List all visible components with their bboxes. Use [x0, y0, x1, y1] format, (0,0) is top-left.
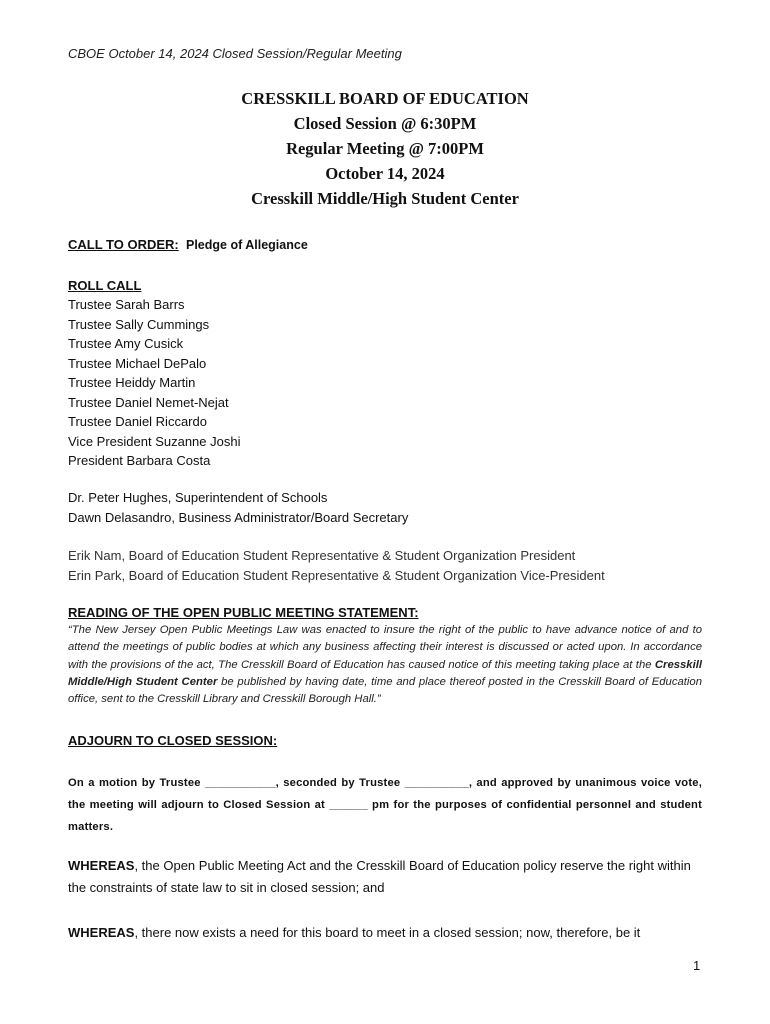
motion-paragraph: On a motion by Trustee ___________, seconded by Trustee __________, and approved by unanimous voice vote, the meeting will adjourn to Closed Session at ______ pm for the purposes of confidential personnel and student matters. [68, 777, 702, 833]
opma-text-after: be published by having date, time and place thereof posted in the Cresskill Board of Education office, sent to the Cresskill Library and Cresskill Borough Hall.” [68, 675, 702, 706]
student-representative-line: Erik Nam, Board of Education Student Representative & Student Organization President [68, 548, 576, 563]
closed-session-time: Closed Session @ 6:30PM [293, 114, 477, 133]
roll-call-member: Vice President Suzanne Joshi [68, 433, 241, 449]
board-name: CRESSKILL BOARD OF EDUCATION [241, 89, 529, 108]
roll-call-member: Trustee Daniel Riccardo [68, 414, 207, 429]
call-to-order-text: Pledge of Allegiance [185, 238, 308, 252]
roll-call-member: President Barbara Costa [68, 453, 211, 468]
open-public-meeting-section [68, 604, 708, 708]
business-administrator-line: Dawn Delasandro, Business Administrator/Board Secretary [68, 510, 409, 525]
meeting-location: Cresskill Middle/High Student Center [251, 189, 519, 208]
call-to-order-section [68, 237, 708, 252]
whereas-paragraph [68, 922, 708, 944]
roll-call-member: Trustee Amy Cusick [68, 336, 184, 351]
roll-call-member: Trustee Sarah Barrs [68, 297, 185, 312]
staff-section [68, 488, 708, 528]
whereas-text: , there now exists a need for this board to meet in a closed session; now, therefore, be it [134, 925, 641, 940]
regular-meeting-time: Regular Meeting @ 7:00PM [286, 139, 484, 158]
superintendent-line: Dr. Peter Hughes, Superintendent of Schools [68, 490, 328, 505]
whereas-keyword: WHEREAS [68, 858, 135, 873]
adjourn-section [68, 733, 708, 748]
student-representatives-section [68, 546, 708, 586]
opma-statement [68, 622, 702, 708]
roll-call-member: Trustee Michael DePalo [68, 355, 207, 371]
whereas-text: , the Open Public Meeting Act and the Cresskill Board of Education policy reserve the right within the constraints of state law to sit in closed session; and [68, 858, 691, 895]
roll-call-member: Trustee Daniel Nemet-Nejat [68, 394, 229, 410]
title-block [0, 86, 770, 211]
roll-call-section [68, 276, 708, 471]
meeting-date: October 14, 2024 [325, 164, 445, 183]
opma-location: Cresskill Middle/High Student Center [68, 658, 702, 688]
roll-call-member: Trustee Sally Cummings [68, 316, 210, 332]
student-representative-line: Erin Park, Board of Education Student Representative & Student Organization Vice-President [68, 568, 605, 583]
roll-call-heading: ROLL CALL [68, 278, 142, 293]
page-number: 1 [693, 958, 701, 973]
call-to-order-heading: CALL TO ORDER: [68, 237, 179, 252]
opma-text-before: “The New Jersey Open Public Meetings Law was enacted to insure the right of the public to have advance notice of and to attend the meetings of public bodies at which any business affecting their interest is discussed or acted upon. In accordance with the provisions of the act, The Cresskill Board of Education has caused notice of this meeting taking place at the [68, 624, 702, 671]
whereas-paragraph [68, 855, 708, 899]
opma-heading: READING OF THE OPEN PUBLIC MEETING STATEMENT: [68, 605, 419, 620]
running-header: CBOE October 14, 2024 Closed Session/Regular Meeting [68, 46, 402, 61]
whereas-keyword: WHEREAS [68, 925, 135, 940]
adjourn-heading: ADJOURN TO CLOSED SESSION: [68, 733, 278, 748]
roll-call-member: Trustee Heiddy Martin [68, 375, 196, 390]
